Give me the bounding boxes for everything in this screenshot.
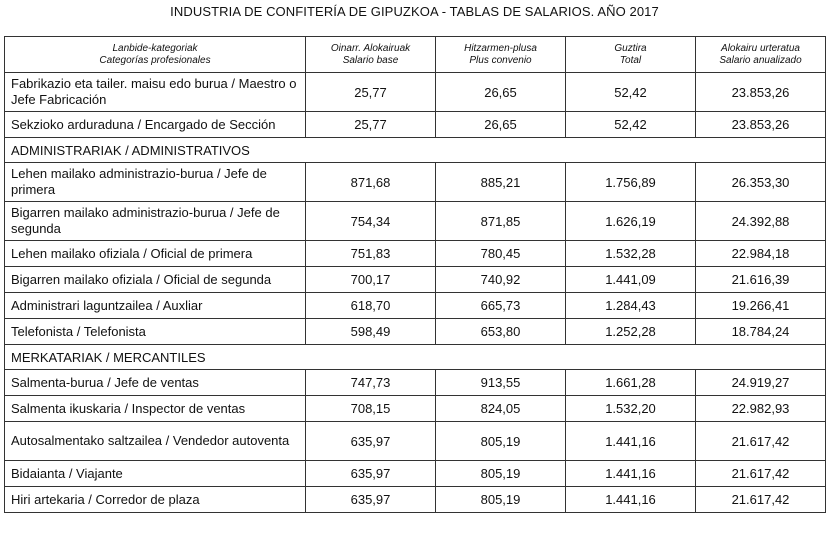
plus-cell: 805,19 [436, 487, 566, 513]
category-cell: Salmenta-burua / Jefe de ventas [5, 370, 306, 396]
total-cell: 1.441,16 [566, 461, 696, 487]
header-annual: Alokairu urteratua Salario anualizado [696, 37, 826, 73]
header-base-salary: Oinarr. Alokairuak Salario base [306, 37, 436, 73]
total-cell: 1.441,09 [566, 267, 696, 293]
total-cell: 52,42 [566, 112, 696, 138]
plus-cell: 26,65 [436, 112, 566, 138]
base-salary-cell: 618,70 [306, 293, 436, 319]
category-cell: Salmenta ikuskaria / Inspector de ventas [5, 396, 306, 422]
total-cell: 52,42 [566, 73, 696, 112]
plus-cell: 824,05 [436, 396, 566, 422]
annual-salary-cell: 24.392,88 [696, 202, 826, 241]
base-salary-cell: 635,97 [306, 487, 436, 513]
base-salary-cell: 871,68 [306, 163, 436, 202]
plus-cell: 740,92 [436, 267, 566, 293]
base-salary-cell: 700,17 [306, 267, 436, 293]
table-row [5, 241, 826, 267]
plus-cell: 26,65 [436, 73, 566, 112]
header-total: Guztira Total [566, 37, 696, 73]
annual-salary-cell: 24.919,27 [696, 370, 826, 396]
table-row [5, 112, 826, 138]
category-cell: Fabrikazio eta tailer. maisu edo burua / Maestro o Jefe Fabricación [5, 73, 306, 112]
annual-salary-cell: 21.617,42 [696, 487, 826, 513]
table-row [5, 293, 826, 319]
annual-salary-cell: 21.616,39 [696, 267, 826, 293]
category-cell: Sekzioko arduraduna / Encargado de Sección [5, 112, 306, 138]
total-cell: 1.756,89 [566, 163, 696, 202]
table-row [5, 461, 826, 487]
base-salary-cell: 25,77 [306, 112, 436, 138]
table-row [5, 370, 826, 396]
category-cell: Lehen mailako ofiziala / Oficial de primera [5, 241, 306, 267]
total-cell: 1.284,43 [566, 293, 696, 319]
base-salary-cell: 754,34 [306, 202, 436, 241]
annual-salary-cell: 26.353,30 [696, 163, 826, 202]
total-cell: 1.252,28 [566, 319, 696, 345]
table-row [5, 396, 826, 422]
section-label: MERKATARIAK / MERCANTILES [5, 345, 826, 370]
annual-salary-cell: 21.617,42 [696, 461, 826, 487]
plus-cell: 913,55 [436, 370, 566, 396]
section-row [5, 138, 826, 163]
page-title: INDUSTRIA DE CONFITERÍA DE GIPUZKOA - TABLAS DE SALARIOS. AÑO 2017 [170, 4, 659, 19]
plus-cell: 805,19 [436, 461, 566, 487]
table-row [5, 487, 826, 513]
salary-table [4, 36, 826, 513]
category-cell: Administrari laguntzailea / Auxliar [5, 293, 306, 319]
annual-salary-cell: 22.984,18 [696, 241, 826, 267]
annual-salary-cell: 22.982,93 [696, 396, 826, 422]
category-cell: Hiri artekaria / Corredor de plaza [5, 487, 306, 513]
table-header-row [5, 37, 826, 73]
base-salary-cell: 751,83 [306, 241, 436, 267]
table-row [5, 267, 826, 293]
base-salary-cell: 747,73 [306, 370, 436, 396]
table-row [5, 202, 826, 241]
category-cell: Bigarren mailako administrazio-burua / Jefe de segunda [5, 202, 306, 241]
table-row [5, 422, 826, 461]
total-cell: 1.532,28 [566, 241, 696, 267]
annual-salary-cell: 23.853,26 [696, 73, 826, 112]
plus-cell: 780,45 [436, 241, 566, 267]
plus-cell: 665,73 [436, 293, 566, 319]
plus-cell: 871,85 [436, 202, 566, 241]
table-row [5, 73, 826, 112]
category-cell: Lehen mailako administrazio-burua / Jefe de primera [5, 163, 306, 202]
table-row [5, 163, 826, 202]
header-category: Lanbide-kategoriak Categorías profesionales [5, 37, 306, 73]
plus-cell: 885,21 [436, 163, 566, 202]
annual-salary-cell: 18.784,24 [696, 319, 826, 345]
category-cell: Bidaianta / Viajante [5, 461, 306, 487]
category-cell: Bigarren mailako ofiziala / Oficial de segunda [5, 267, 306, 293]
plus-cell: 805,19 [436, 422, 566, 461]
total-cell: 1.441,16 [566, 422, 696, 461]
base-salary-cell: 708,15 [306, 396, 436, 422]
base-salary-cell: 598,49 [306, 319, 436, 345]
total-cell: 1.441,16 [566, 487, 696, 513]
section-row [5, 345, 826, 370]
plus-cell: 653,80 [436, 319, 566, 345]
total-cell: 1.532,20 [566, 396, 696, 422]
header-plus: Hitzarmen-plusa Plus convenio [436, 37, 566, 73]
table-row [5, 319, 826, 345]
category-cell: Telefonista / Telefonista [5, 319, 306, 345]
section-label: ADMINISTRARIAK / ADMINISTRATIVOS [5, 138, 826, 163]
annual-salary-cell: 21.617,42 [696, 422, 826, 461]
category-cell: Autosalmentako saltzailea / Vendedor autoventa [5, 422, 306, 461]
base-salary-cell: 25,77 [306, 73, 436, 112]
annual-salary-cell: 23.853,26 [696, 112, 826, 138]
total-cell: 1.626,19 [566, 202, 696, 241]
total-cell: 1.661,28 [566, 370, 696, 396]
base-salary-cell: 635,97 [306, 461, 436, 487]
base-salary-cell: 635,97 [306, 422, 436, 461]
annual-salary-cell: 19.266,41 [696, 293, 826, 319]
